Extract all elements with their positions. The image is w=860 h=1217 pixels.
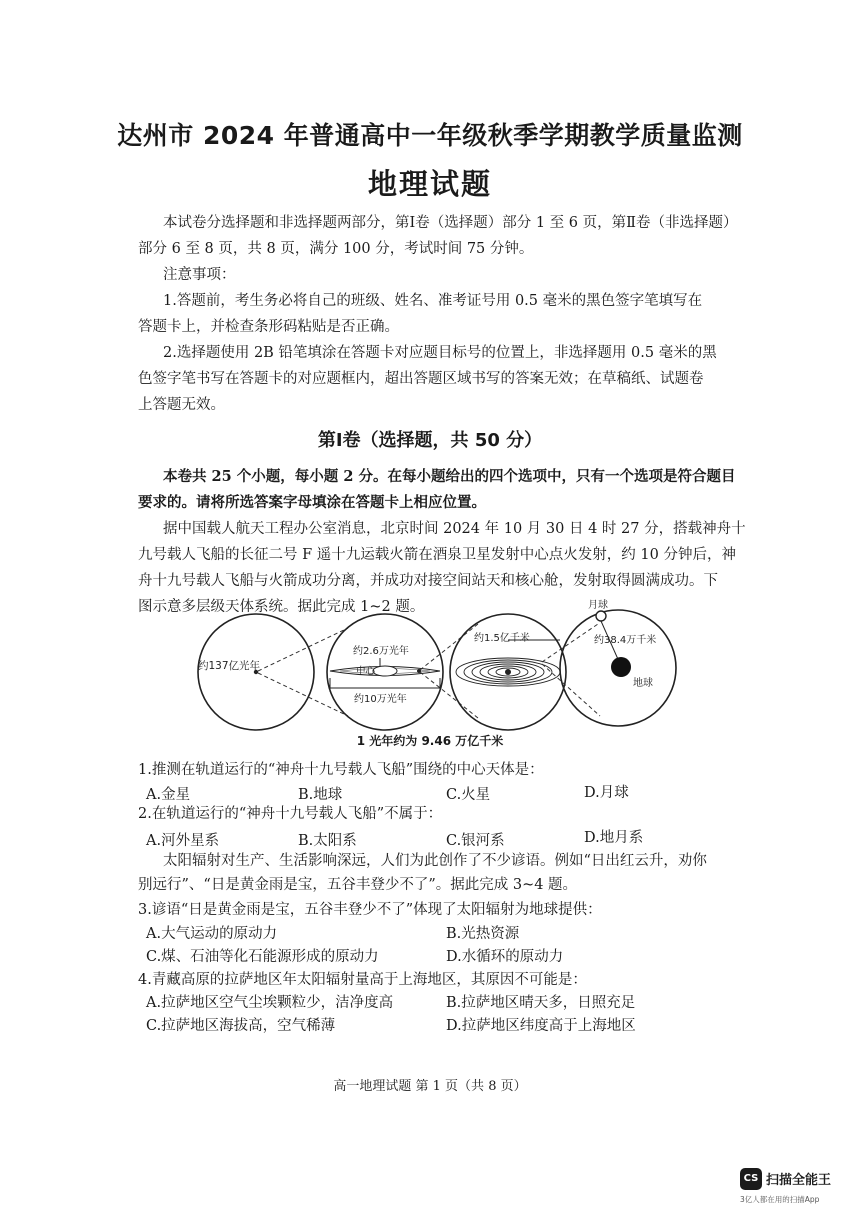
q4-option-b: B.拉萨地区晴天多，日照充足: [446, 995, 636, 1011]
section-desc: 本卷共 25 个小题，每小题 2 分。在每小题给出的四个选项中，只有一个选项是符合题目: [163, 468, 736, 485]
q2-option-d: D.地月系: [584, 830, 644, 846]
universe-label: 约137亿光年: [198, 660, 261, 672]
note-line: 上答题无效。: [138, 397, 225, 413]
passage-line: 图示意多层级天体系统。据此完成 1~2 题。: [138, 599, 425, 615]
earth-dot: [611, 657, 631, 677]
q2-option-b: B.太阳系: [298, 833, 357, 849]
passage-2-line: 太阳辐射对生产、生活影响深远，人们为此创作了不少谚语。例如“日出红云升，劝你: [163, 853, 707, 869]
q2-option-c: C.银河系: [446, 833, 505, 849]
sun-earth-distance-label: 约1.5亿千米: [474, 633, 530, 644]
notes-title: 注意事项：: [163, 267, 236, 283]
section-title: 第Ⅰ卷（选择题，共 50 分）: [317, 430, 543, 451]
exam-title: 达州市 2024 年普通高中一年级秋季学期教学质量监测: [117, 121, 743, 150]
q1-option-b: B.地球: [298, 787, 343, 803]
question-2-stem: 2.在轨道运行的“神舟十九号载人飞船”不属于：: [138, 806, 443, 822]
earth-label: 地球: [633, 678, 653, 689]
intro-line: 本试卷分选择题和非选择题两部分，第Ⅰ卷（选择题）部分 1 至 6 页，第Ⅱ卷（非选择题）: [163, 215, 738, 231]
note-line: 色签字笔书写在答题卡的对应题框内，超出答题区域书写的答案无效；在草稿纸、试题卷: [138, 371, 704, 387]
question-4-stem: 4.青藏高原的拉萨地区年太阳辐射量高于上海地区，其原因不可能是：: [138, 972, 587, 988]
galaxy-bulge: [373, 666, 397, 676]
exam-subject-title: 地理试题: [367, 167, 492, 201]
moon-dot: [596, 611, 606, 621]
q3-option-d: D.水循环的原动力: [446, 949, 564, 965]
section-desc: 要求的。请将所选答案字母填涂在答题卡上相应位置。: [138, 494, 486, 511]
q4-option-d: D.拉萨地区纬度高于上海地区: [446, 1018, 636, 1034]
passage-line: 九号载人飞船的长征二号 F 遥十九运载火箭在酒泉卫星发射中心点火发射，约 10 分钟后，神: [138, 547, 736, 563]
note-line: 1.答题前，考生务必将自己的班级、姓名、准考证号用 0.5 毫米的黑色签字笔填写在: [163, 293, 703, 309]
note-line: 答题卡上，并检查条形码粘贴是否正确。: [138, 319, 399, 335]
q3-option-a: A.大气运动的原动力: [146, 926, 278, 942]
galaxy-center-label: 中心: [356, 666, 376, 677]
galaxy-thickness-label: 约2.6万光年: [353, 646, 409, 657]
passage-line: 据中国载人航天工程办公室消息，北京时间 2024 年 10 月 30 日 4 时 27 分，搭载神舟十: [163, 521, 746, 537]
intro-line: 部分 6 至 8 页，共 8 页，满分 100 分，考试时间 75 分钟。: [138, 241, 534, 257]
watermark-app-name: 扫描全能王: [766, 1173, 832, 1188]
galaxy-width-label: 约10万光年: [354, 694, 407, 705]
q2-option-a: A.河外星系: [146, 833, 220, 849]
note-line: 2.选择题使用 2B 铅笔填涂在答题卡对应题目标号的位置上，非选择题用 0.5 毫米的黑: [163, 345, 717, 361]
moon-label: 月球: [588, 600, 608, 611]
question-3-stem: 3.谚语“日是黄金雨是宝，五谷丰登少不了”体现了太阳辐射为地球提供：: [138, 902, 602, 918]
question-1-stem: 1.推测在轨道运行的“神舟十九号载人飞船”围绕的中心天体是：: [138, 762, 544, 778]
q1-option-d: D.月球: [584, 785, 629, 801]
q4-option-c: C.拉萨地区海拔高，空气稀薄: [146, 1018, 336, 1034]
scanner-watermark: [740, 1166, 850, 1212]
passage-2-line: 别远行”、“日是黄金雨是宝，五谷丰登少不了”。据此完成 3~4 题。: [138, 877, 578, 893]
q3-option-c: C.煤、石油等化石能源形成的原动力: [146, 949, 379, 965]
q4-option-a: A.拉萨地区空气尘埃颗粒少，洁净度高: [146, 995, 394, 1011]
connector-line: [542, 664, 600, 716]
camscanner-logo-icon: CS: [740, 1168, 762, 1190]
connector-line: [258, 673, 348, 716]
q1-option-c: C.火星: [446, 787, 491, 803]
connector-line: [258, 628, 348, 671]
page-footer: 高一地理试题 第 1 页（共 8 页）: [333, 1079, 527, 1094]
figure-caption: 1 光年约为 9.46 万亿千米: [356, 734, 504, 748]
watermark-tagline: 3亿人都在用的扫描App: [740, 1195, 820, 1204]
earth-moon-distance-label: 约38.4万千米: [594, 635, 657, 646]
sun-dot: [505, 669, 511, 675]
passage-line: 舟十九号载人飞船与火箭成功分离，并成功对接空间站天和核心舱，发射取得圆满成功。下: [138, 573, 718, 589]
connector-line: [542, 624, 598, 662]
q3-option-b: B.光热资源: [446, 926, 520, 942]
q1-option-a: A.金星: [146, 787, 191, 803]
